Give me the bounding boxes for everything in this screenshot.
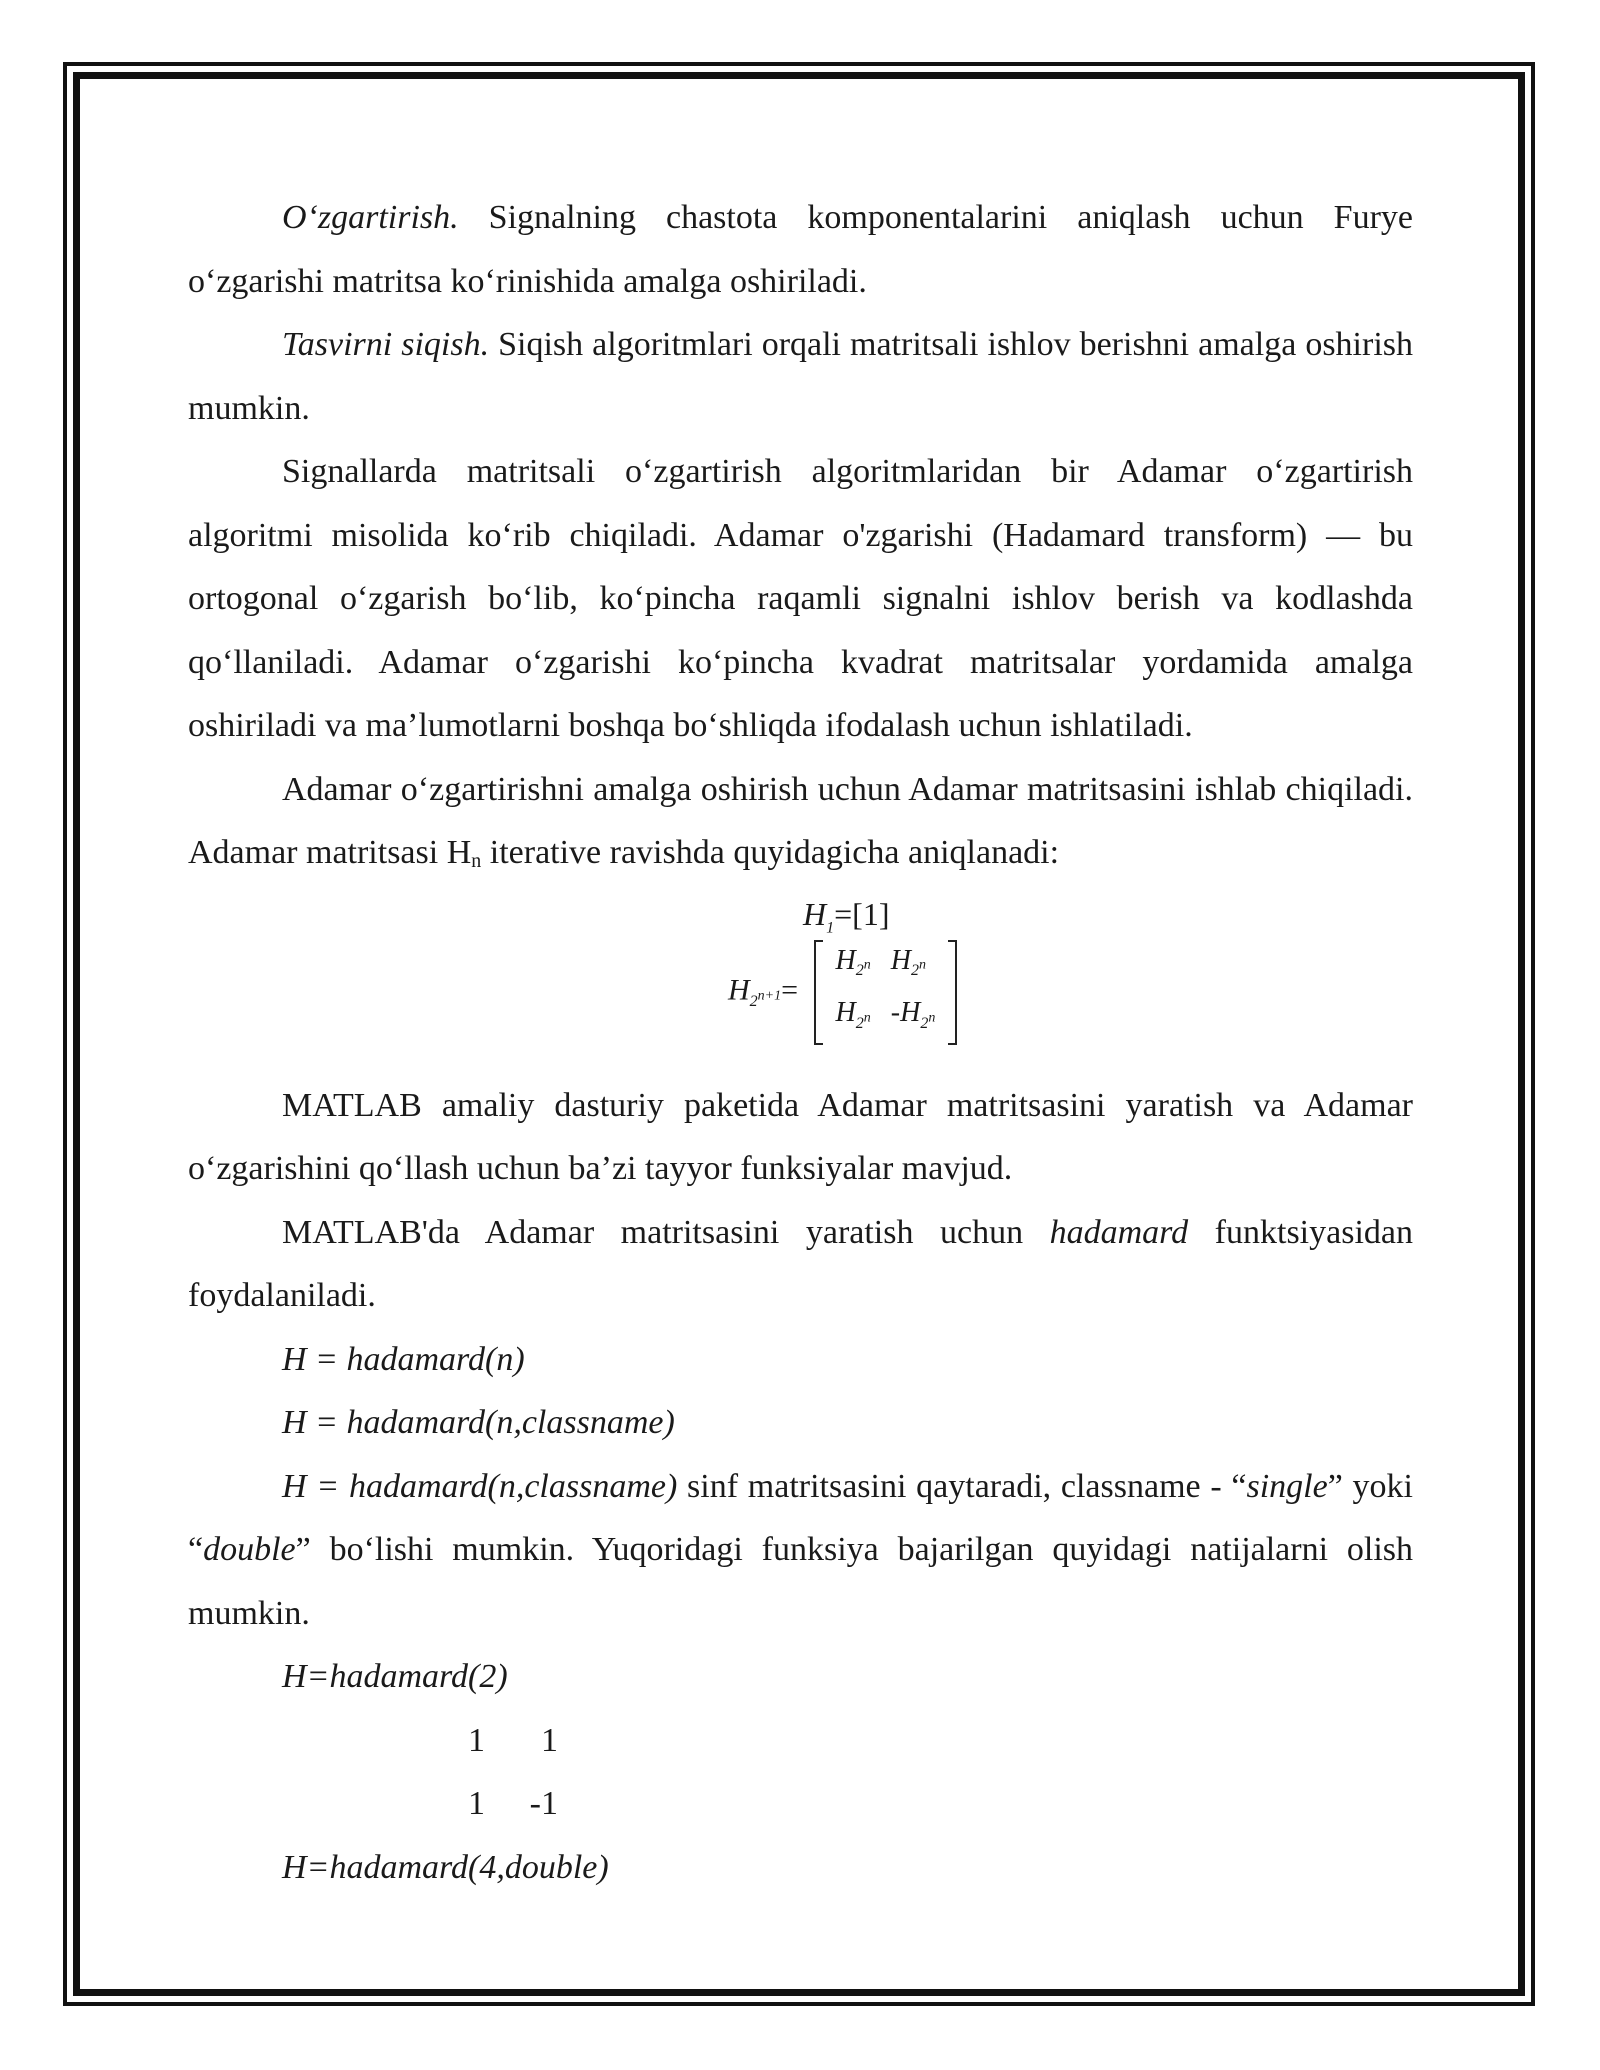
formula-symbol: H — [728, 972, 750, 1006]
matrix-cell: $-H_{2^n}$ — [890, 997, 936, 1032]
paragraph-text: ” bo‘lishi mumkin. Yuqoridagi funksiya bajarilgan quyidagi natijalarni olish mumkin. — [188, 1531, 1413, 1632]
paragraph-text: MATLAB'da Adamar matritsasini yaratish uchun — [282, 1213, 1050, 1251]
matrix-output-row — [188, 1772, 1413, 1836]
paragraph-text: Signalning chastota komponentalarini aniqlash uchun Furye o‘zgarishi matritsa ko‘rinishida amalga oshiriladi. — [188, 199, 1413, 300]
matrix-value: 1 — [468, 1721, 485, 1759]
formula-matrix — [826, 940, 946, 1045]
code-line: H = hadamard(n,classname) — [282, 1404, 675, 1441]
code-inline: double — [203, 1531, 296, 1568]
term-compression: Tasvirni siqish. — [282, 326, 490, 363]
code-line: H=hadamard(2) — [282, 1658, 508, 1695]
paragraph-text: funktsiyasidan foydalaniladi. — [188, 1213, 1413, 1314]
term-transform: O‘zgartirish. — [282, 199, 459, 236]
matrix-value: -1 — [529, 1785, 558, 1822]
paragraph-text: ” yoki “ — [188, 1467, 1413, 1568]
formula-superscript: n+1 — [757, 988, 782, 1004]
subscript-n: n — [471, 850, 482, 872]
formula-subscript: 2 — [749, 992, 758, 1010]
matrix-cell: $H_{2^n}$ — [890, 944, 927, 980]
formula-recursive — [728, 940, 957, 1045]
code-inline: H = hadamard(n,classname) — [282, 1467, 678, 1505]
code-line: H = hadamard(n) — [282, 1340, 525, 1378]
formula-subscript: 1 — [826, 918, 835, 936]
formula-block — [188, 894, 1413, 1074]
matrix-cell: $H_{2^n}$ — [835, 997, 871, 1032]
paragraph-hadamard-matrix — [188, 758, 1413, 894]
paragraph-transform — [188, 186, 1413, 313]
matrix-value: 1 — [541, 1721, 558, 1759]
formula-equals: = — [834, 895, 853, 932]
document-body — [188, 186, 1413, 1899]
paragraph-text: sinf matritsasini qaytaradi, classname - “ — [677, 1467, 1247, 1505]
paragraph-hadamard-intro: Signallarda matritsali o‘zgartirish algoritmlaridan bir Adamar o‘zgartirish algoritmi misolida ko‘rib chiqiladi. Adamar o'zgarishi (Hadamard transform) — bu ortogonal o‘zgarish bo‘lib, ko‘pincha raqamli signalni ishlov berish va kodlashda qo‘llaniladi. Adamar o‘zgarishi ko‘pincha kvadrat matritsalar yordamida amalga oshiriladi va ma’lumotlarni boshqa bo‘shliqda ifodalash uchun ishlatiladi. — [188, 453, 1413, 744]
formula-value: 1 — [862, 895, 879, 932]
paragraph-text: Siqish algoritmlari orqali matritsali ishlov berishni amalga oshirish mumkin. — [188, 326, 1413, 427]
code-line: H=hadamard(4,double) — [282, 1848, 609, 1886]
code-inline: single — [1246, 1467, 1328, 1505]
formula-equals: = — [781, 972, 799, 1006]
matrix-bracket — [814, 940, 958, 1045]
matrix-cell: $H_{2^n}$ — [835, 944, 871, 980]
function-name: hadamard — [1049, 1213, 1189, 1251]
paragraph-text: Adamar o‘zgartirishni amalga oshirish uchun Adamar matritsasini ishlab chiqiladi. Adamar matritsasi H — [188, 770, 1413, 871]
formula-symbol: H — [803, 895, 827, 932]
formula-h1: $H_1=[1]$ — [803, 895, 890, 936]
paragraph-classname — [188, 1455, 1413, 1646]
paragraph-text: iterative ravishda quyidagicha aniqlanadi: — [481, 834, 1060, 871]
paragraph-compression — [188, 313, 1413, 440]
paragraph-matlab-functions: MATLAB amaliy dasturiy paketida Adamar matritsasini yaratish va Adamar o‘zgarishini qo‘llash uchun ba’zi tayyor funksiyalar mavjud. — [188, 1086, 1413, 1187]
matrix-output-row — [188, 1709, 1413, 1773]
paragraph-hadamard-function — [188, 1201, 1413, 1328]
matrix-value: 1 — [468, 1785, 485, 1822]
